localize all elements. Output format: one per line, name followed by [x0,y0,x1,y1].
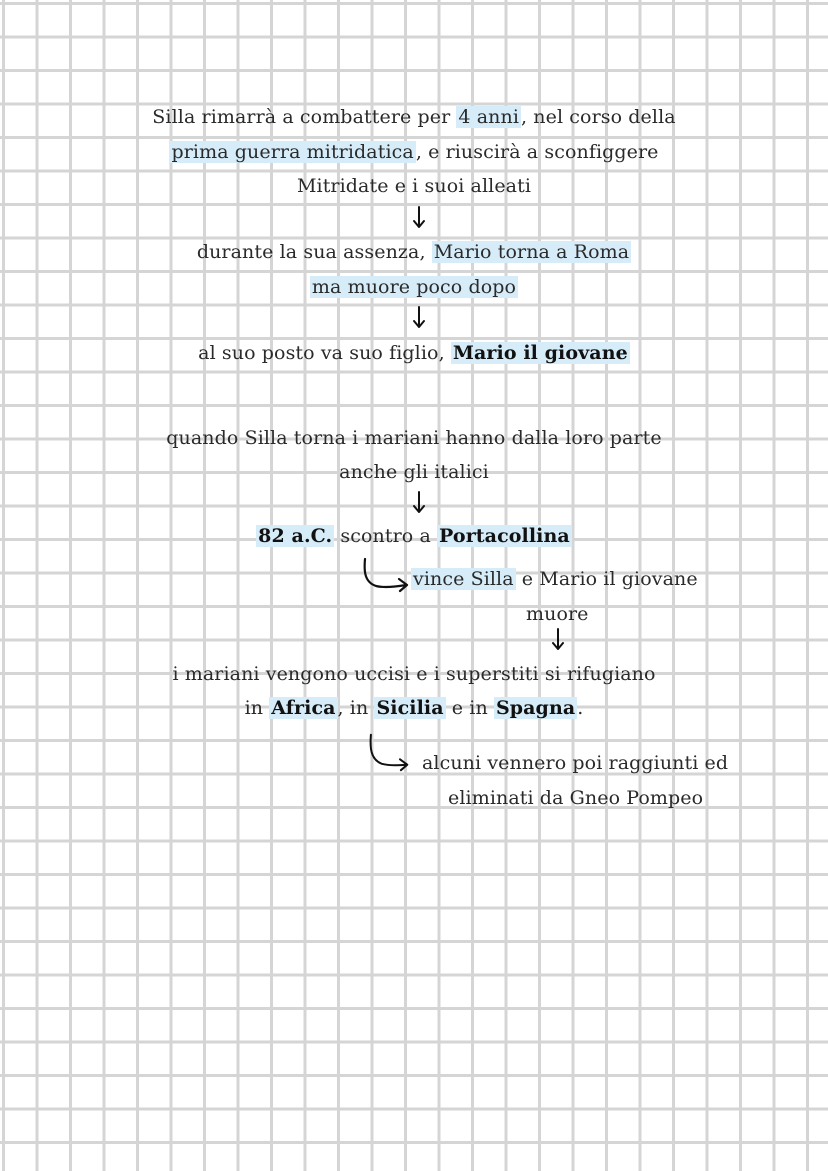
note-line-14 [422,750,728,776]
arrow-down-icon [551,628,565,652]
text-segment: , in [337,697,375,719]
text-segment: in [244,697,270,719]
text-segment: Silla rimarrà a combattere per [152,106,457,128]
note-line-8 [0,459,828,485]
text-segment: durante la sua assenza, [196,241,432,263]
text-segment: eliminati da Gneo Pompeo [448,787,704,809]
highlight-portacollina: Portacollina [439,525,570,547]
highlight-mario-il-giovane: Mario il giovane [452,342,628,364]
text-segment: Mitridate e i suoi alleati [296,175,532,197]
note-line-6 [0,340,828,366]
text-segment: quando Silla torna i mariani hanno dalla loro parte [166,427,662,449]
highlight-4-anni: 4 anni [458,106,520,128]
highlight-vince-silla: vince Silla [413,568,514,590]
text-segment: i mariani vengono uccisi e i superstiti si rifugiano [172,663,656,685]
text-segment: anche gli italici [339,461,489,483]
text-segment: . [577,697,584,719]
note-line-11 [526,601,589,627]
arrow-down-icon [412,206,426,230]
note-line-10 [411,566,698,592]
note-line-3 [0,173,828,199]
arrow-down-icon [412,306,426,330]
text-segment: , nel corso della [521,106,676,128]
note-line-1 [0,104,828,130]
text-segment: e Mario il giovane [515,568,698,590]
highlight-prima-guerra: prima guerra mitridatica [171,141,414,163]
highlight-mario-torna: Mario torna a Roma [433,241,630,263]
note-line-12 [0,661,828,687]
text-segment: , e riuscirà a sconfiggere [415,141,659,163]
note-line-2 [0,139,828,165]
note-line-5 [0,274,828,300]
note-line-15 [448,785,703,811]
text-segment: scontro a [334,525,438,547]
note-line-9 [0,523,828,549]
highlight-africa: Africa [271,697,336,719]
highlight-muore-poco-dopo: ma muore poco dopo [311,276,517,298]
curved-arrow-icon [364,732,416,772]
text-segment: al suo posto va suo figlio, [198,342,451,364]
highlight-sicilia: Sicilia [376,697,444,719]
note-line-7 [0,425,828,451]
text-segment: alcuni vennero poi raggiunti ed [422,752,729,774]
text-segment: e in [445,697,494,719]
note-line-13 [0,695,828,721]
text-segment: muore [526,603,589,625]
highlight-spagna: Spagna [495,697,576,719]
curved-arrow-icon [360,556,412,596]
note-line-4 [0,239,828,265]
arrow-down-icon [412,491,426,515]
highlight-82-ac: 82 a.C. [258,525,333,547]
